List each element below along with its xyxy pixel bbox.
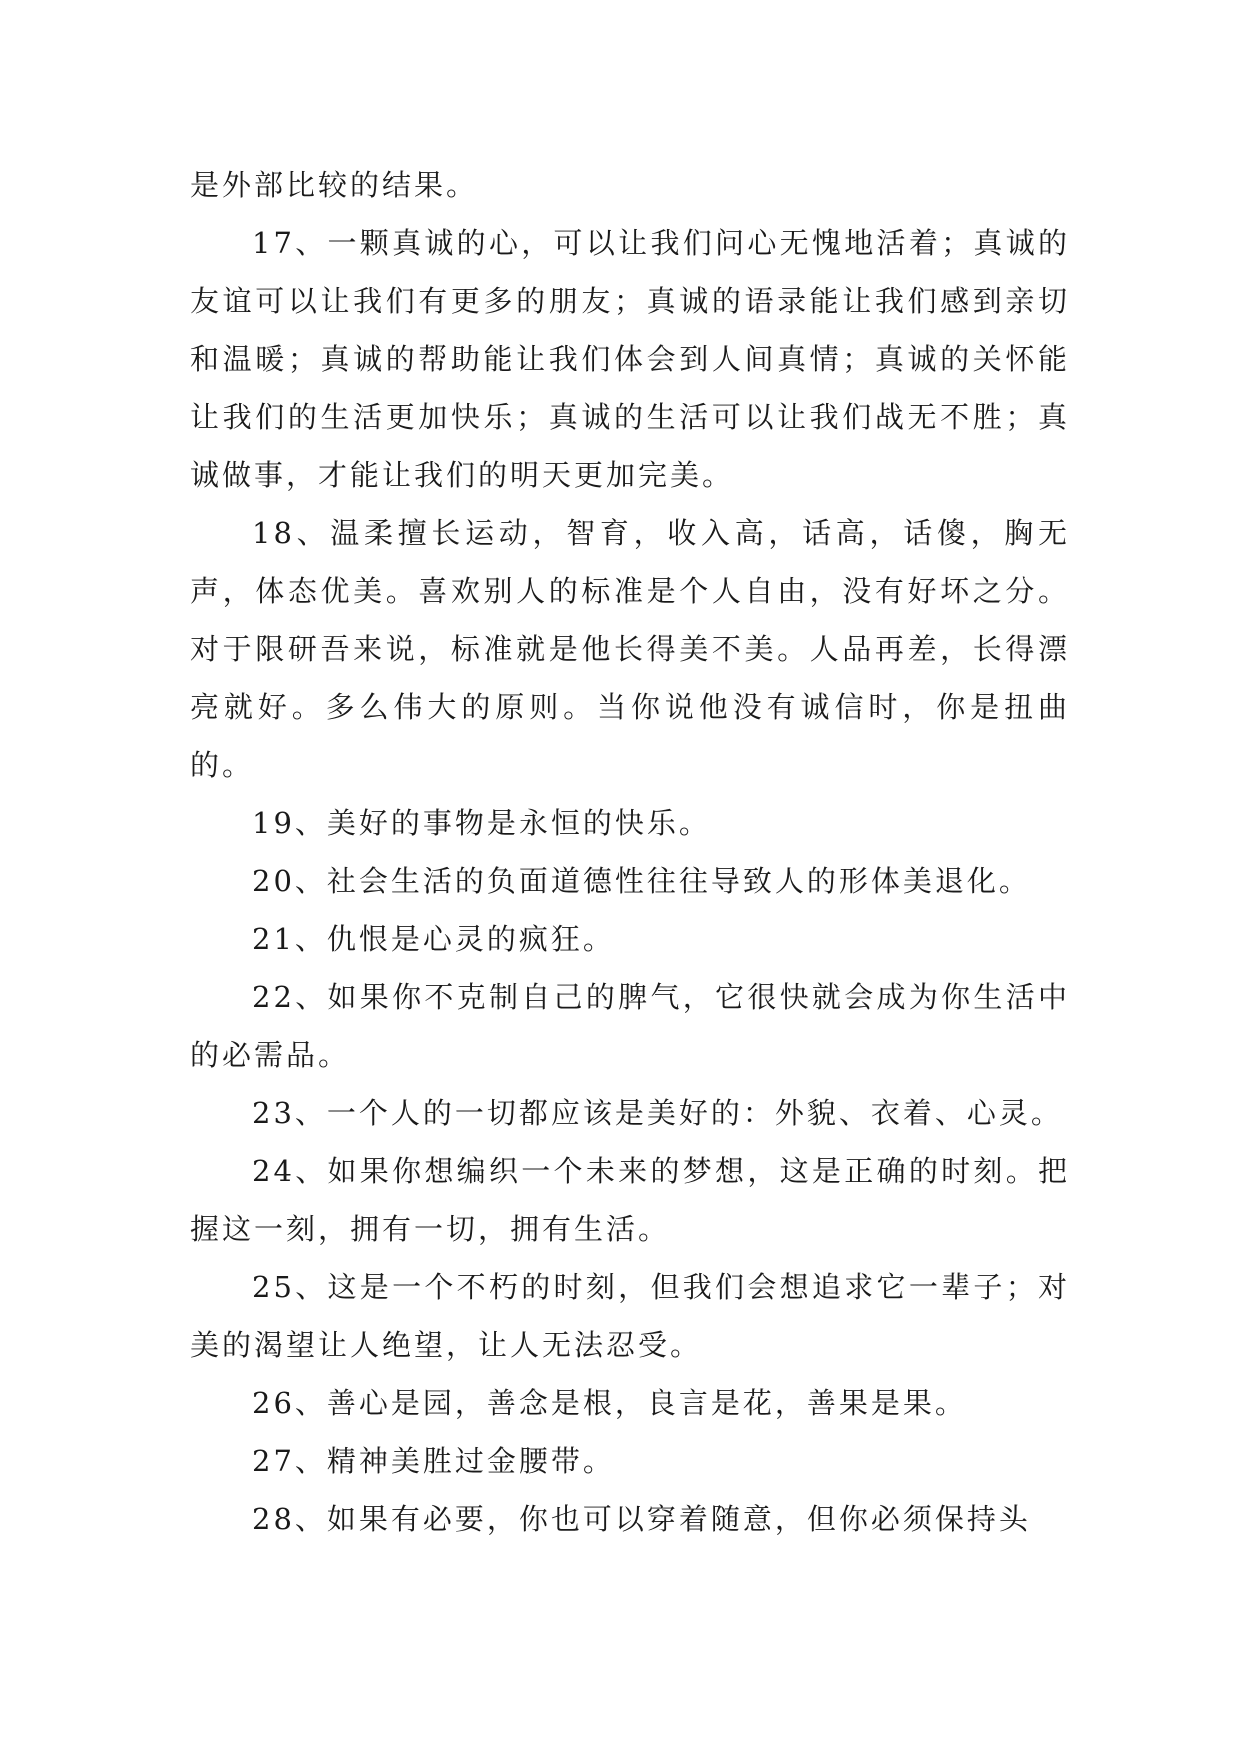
- paragraph-18: 18、温柔擅长运动，智育，收入高，话高，话傻，胸无声，体态优美。喜欢别人的标准是个人自由，没有好坏之分。对于限研吾来说，标准就是他长得美不美。人品再差，长得漂亮就好。多么伟大的原则。当你说他没有诚信时，你是扭曲的。: [190, 516, 1070, 782]
- paragraph-28: 28、如果有必要，你也可以穿着随意，但你必须保持头: [252, 1502, 1031, 1536]
- document-body: [190, 156, 1070, 1548]
- paragraph-26: 26、善心是园，善念是根，良言是花，善果是果。: [252, 1386, 967, 1420]
- paragraph-27: 27、精神美胜过金腰带。: [252, 1444, 615, 1478]
- paragraph-25: 25、这是一个不朽的时刻，但我们会想追求它一辈子；对美的渴望让人绝望，让人无法忍受。: [190, 1270, 1070, 1362]
- paragraph-17: 17、一颗真诚的心，可以让我们问心无愧地活着；真诚的友谊可以让我们有更多的朋友；真诚的语录能让我们感到亲切和温暖；真诚的帮助能让我们体会到人间真情；真诚的关怀能让我们的生活更加快乐；真诚的生活可以让我们战无不胜；真诚做事，才能让我们的明天更加完美。: [190, 226, 1070, 492]
- paragraph-24: 24、如果你想编织一个未来的梦想，这是正确的时刻。把握这一刻，拥有一切，拥有生活。: [190, 1154, 1070, 1246]
- paragraph-20: 20、社会生活的负面道德性往往导致人的形体美退化。: [252, 864, 1031, 898]
- paragraph-21: 21、仇恨是心灵的疯狂。: [252, 922, 615, 956]
- paragraph-continuation: 是外部比较的结果。: [190, 168, 479, 202]
- paragraph-19: 19、美好的事物是永恒的快乐。: [252, 806, 711, 840]
- paragraph-23: 23、一个人的一切都应该是美好的：外貌、衣着、心灵。: [252, 1096, 1063, 1130]
- paragraph-22: 22、如果你不克制自己的脾气，它很快就会成为你生活中的必需品。: [190, 980, 1070, 1072]
